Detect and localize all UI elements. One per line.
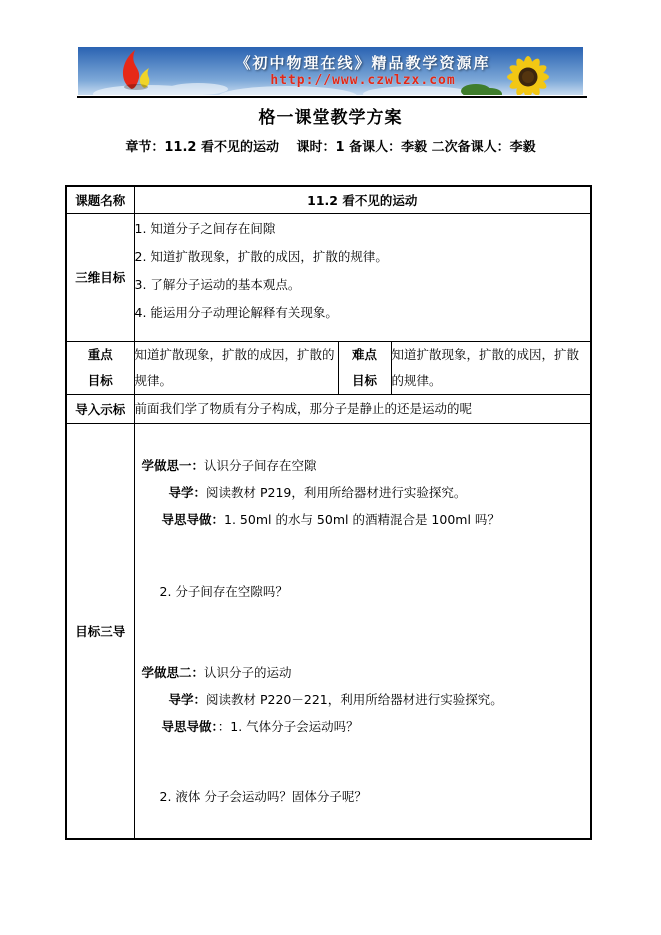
- table-row: [66, 186, 591, 213]
- key-point-value: 知道扩散现象，扩散的成因，扩散的规律。: [134, 341, 338, 394]
- objective-item: 1. 知道分子之间存在间隙: [134, 221, 276, 236]
- site-banner: [78, 47, 583, 95]
- guided-section2-task2: 2. 液体 分子会运动吗？固体分子呢？: [159, 788, 367, 804]
- lead-in-label: 导入示标: [66, 394, 134, 423]
- lesson-plan-table: [65, 185, 592, 840]
- lead-in-value: 前面我们学了物质有分子构成，那分子是静止的还是运动的呢: [134, 394, 591, 423]
- guided-section1-guide: 导学：阅读教材 P219，利用所给器材进行实验探究。: [168, 484, 467, 500]
- guided-section1-heading: 学做思一：认识分子间存在空隙: [141, 457, 317, 473]
- topic-label: 课题名称: [66, 186, 134, 213]
- table-row: [66, 213, 591, 341]
- guided-section2-guide: 导学：阅读教材 P220－221，利用所给器材进行实验探究。: [168, 691, 503, 707]
- guided-steps-content: [134, 423, 591, 839]
- topic-value: 11.2 看不见的运动: [134, 186, 591, 213]
- difficult-point-label: 难点目标: [338, 341, 391, 394]
- lesson-meta-line: 章节：11.2 看不见的运动 课时：1 备课人：李毅 二次备课人：李毅: [125, 140, 536, 155]
- table-row: [66, 394, 591, 423]
- site-url-link[interactable]: http://www.czwlzx.com: [270, 73, 456, 88]
- table-row: [66, 341, 591, 394]
- key-point-label: 重点目标: [66, 341, 134, 394]
- banner-divider: [77, 96, 587, 98]
- site-title: 《初中物理在线》精品教学资源库: [235, 54, 491, 72]
- objectives-label: 三维目标: [66, 213, 134, 341]
- guided-section2-heading: 学做思二：认识分子的运动: [141, 664, 292, 680]
- objective-item: 2. 知道扩散现象，扩散的成因，扩散的规律。: [134, 249, 388, 264]
- objective-item: 3. 了解分子运动的基本观点。: [134, 277, 301, 292]
- guided-steps-label: 目标三导: [66, 423, 134, 839]
- guided-section1-task1: 导思导做：1. 50ml 的水与 50ml 的酒精混合是 100ml 吗？: [161, 511, 500, 527]
- page-title: 格一课堂教学方案: [258, 108, 403, 128]
- objectives-list: [134, 213, 591, 341]
- guided-section2-task1: 导思导做：：1. 气体分子会运动吗？: [161, 718, 359, 734]
- table-row: [66, 423, 591, 839]
- guided-section1-task2: 2. 分子间存在空隙吗？: [159, 583, 288, 599]
- difficult-point-value: 知道扩散现象，扩散的成因，扩散的规律。: [391, 341, 591, 394]
- objective-item: 4. 能运用分子动理论解释有关现象。: [134, 305, 338, 320]
